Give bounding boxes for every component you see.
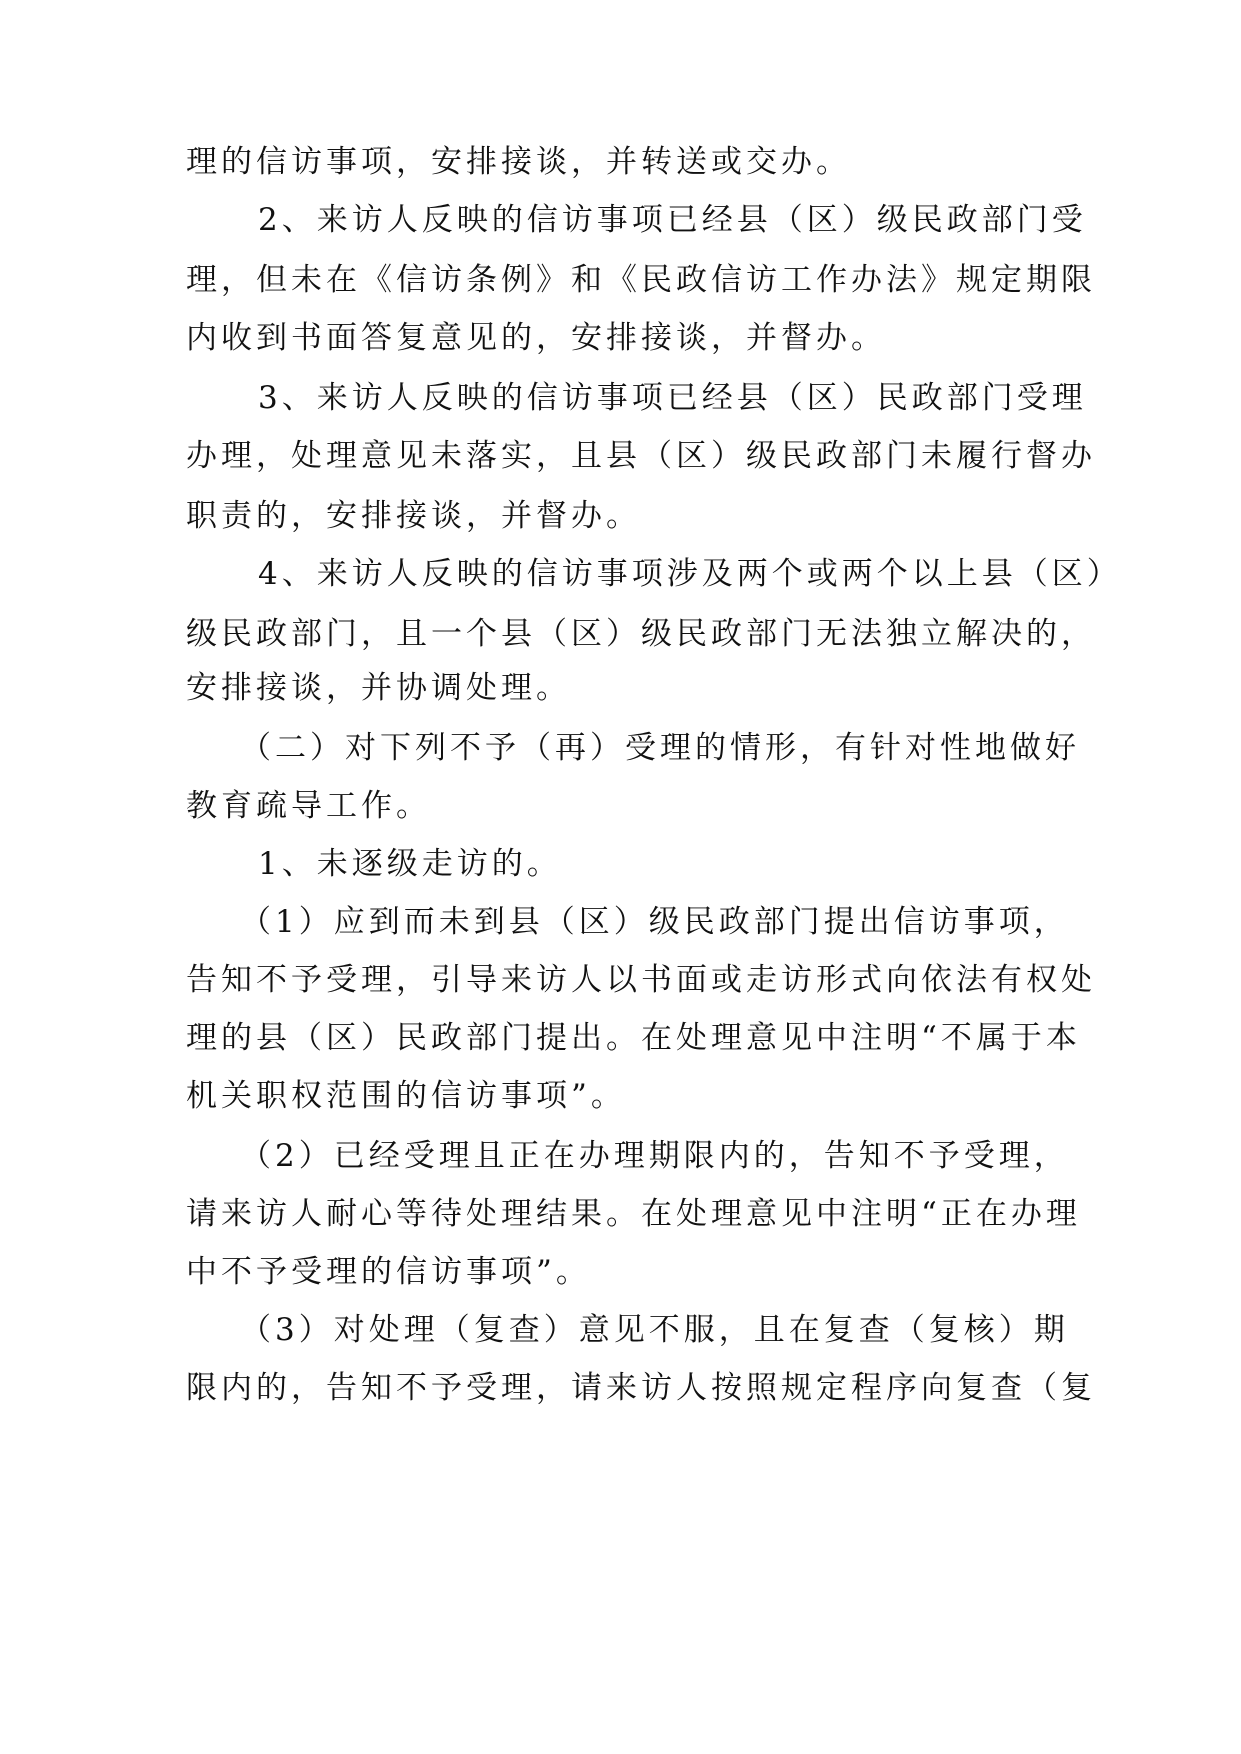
text-line: 教育疏导工作。 (186, 788, 431, 824)
text-line: 3、来访人反映的信访事项已经县（区）民政部门受理 (258, 380, 1087, 416)
text-line: 内收到书面答复意见的，安排接谈，并督办。 (186, 320, 886, 356)
text-line: 1、未逐级走访的。 (258, 846, 562, 882)
text-line: 2、来访人反映的信访事项已经县（区）级民政部门受 (258, 202, 1087, 238)
text-line: 职责的，安排接谈，并督办。 (186, 498, 641, 534)
text-line: 中不予受理的信访事项”。 (186, 1254, 591, 1290)
text-line: （2）已经受理且正在办理期限内的，告知不予受理， (240, 1138, 1069, 1174)
text-line: 4、来访人反映的信访事项涉及两个或两个以上县（区） (258, 556, 1122, 592)
text-line: 机关职权范围的信访事项”。 (186, 1078, 626, 1114)
text-line: 限内的，告知不予受理，请来访人按照规定程序向复查（复 (186, 1370, 1096, 1406)
text-line: 理的信访事项，安排接谈，并转送或交办。 (186, 144, 851, 180)
text-line: （二）对下列不予（再）受理的情形，有针对性地做好 (240, 730, 1080, 766)
text-line: 理的县（区）民政部门提出。在处理意见中注明“不属于本 (186, 1020, 1081, 1056)
text-line: （3）对处理（复查）意见不服，且在复查（复核）期 (240, 1312, 1069, 1348)
text-line: 理，但未在《信访条例》和《民政信访工作办法》规定期限 (186, 262, 1096, 298)
text-line: 请来访人耐心等待处理结果。在处理意见中注明“正在办理 (186, 1196, 1081, 1232)
text-line: 办理，处理意见未落实，且县（区）级民政部门未履行督办 (186, 438, 1096, 474)
text-line: （1）应到而未到县（区）级民政部门提出信访事项， (240, 904, 1069, 940)
text-line: 级民政部门，且一个县（区）级民政部门无法独立解决的， (186, 616, 1096, 652)
text-line: 告知不予受理，引导来访人以书面或走访形式向依法有权处 (186, 962, 1096, 998)
text-line: 安排接谈，并协调处理。 (186, 670, 571, 706)
